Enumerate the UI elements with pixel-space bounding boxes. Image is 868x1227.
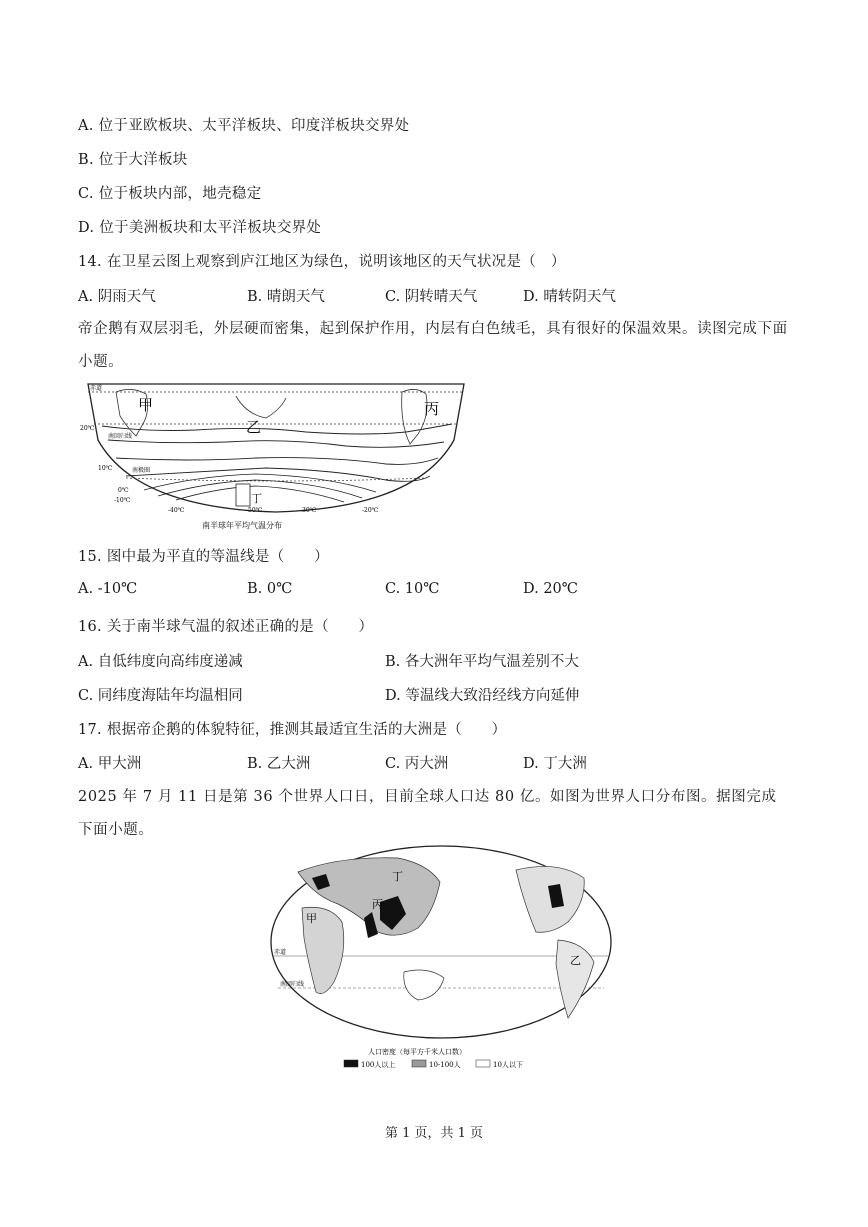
map-label-jia: 甲 [306,912,317,925]
isotherm-minus10-label: -10℃ [114,497,131,504]
legend-swatch-low [476,1060,490,1067]
q14-option-c: C. 阴转晴天气 [385,289,478,305]
q17-option-b: B. 乙大洲 [247,756,311,772]
polar-circle-label: 南极圈 [132,467,151,474]
q13-option-a: A. 位于亚欧板块、太平洋板块、印度洋板块交界处 [78,118,410,134]
isotherm-minus20-label: -20℃ [362,507,379,514]
map-equator-label: 赤道 [274,949,287,956]
q16-option-d: D. 等温线大致沿经线方向延伸 [385,688,580,704]
q16-option-c: C. 同纬度海陆年均温相同 [78,688,243,704]
continent-ding-label: 丁 [251,492,262,505]
legend-item-medium: 10-100人 [429,1061,461,1069]
q13-option-d: D. 位于美洲板块和太平洋板块交界处 [78,220,322,236]
world-population-map [268,842,614,1092]
q16-stem: 16. 关于南半球气温的叙述正确的是（ ） [78,619,374,635]
legend-item-high: 100人以上 [361,1061,396,1069]
passage-population: 2025 年 7 月 11 日是第 36 个世界人口日，目前全球人口达 80 亿。如图为世界人口分布图。据图完成下面小题。 [78,789,777,838]
southern-hemisphere-temperature-map [80,380,466,532]
isotherm-minus40-label: -40℃ [168,507,185,514]
q13-option-c: C. 位于板块内部，地壳稳定 [78,186,262,202]
q15-option-c: C. 10℃ [385,581,440,597]
map-label-bing: 丙 [372,898,383,911]
map-label-yi: 乙 [570,954,581,967]
q17-option-c: C. 丙大洲 [385,756,449,772]
q17-stem: 17. 根据帝企鹅的体貌特征，推测其最适宜生活的大洲是（ ） [78,722,507,738]
q13-option-b: B. 位于大洋板块 [78,152,188,168]
continent-jia-label: 甲 [138,396,154,414]
continent-bing-label: 丙 [424,400,440,418]
figure1-caption: 南半球年平均气温分布 [202,521,282,530]
legend-swatch-medium [412,1060,426,1067]
map-tropic-label: 南回归线 [280,981,305,988]
isotherm-20-label: 20℃ [80,425,95,432]
q15-option-b: B. 0℃ [247,581,293,597]
q15-stem: 15. 图中最为平直的等温线是（ ） [78,549,329,565]
legend-swatch-high [344,1060,358,1067]
q17-option-d: D. 丁大洲 [523,756,587,772]
q16-option-b: B. 各大洲年平均气温差别不大 [385,654,579,670]
q15-option-d: D. 20℃ [523,581,578,597]
isotherm-minus30-label: -30℃ [300,507,317,514]
q17-option-a: A. 甲大洲 [78,756,142,772]
q14-option-d: D. 晴转阴天气 [523,289,616,305]
q14-stem: 14. 在卫星云图上观察到庐江地区为绿色，说明该地区的天气状况是（ ） [78,254,566,270]
q16-option-a: A. 自低纬度向高纬度递减 [78,654,243,670]
q14-option-b: B. 晴朗天气 [247,289,325,305]
legend-title: 人口密度（每平方千米人口数） [368,1048,466,1056]
isotherm-0-label: 0℃ [118,487,129,494]
equator-label: 赤道 [90,385,103,392]
isotherm-minus50-label: -50℃ [246,507,263,514]
continent-yi-label: 乙 [246,418,262,436]
legend-item-low: 10人以下 [493,1061,523,1069]
q15-option-a: A. -10℃ [78,581,138,597]
q14-option-a: A. 阴雨天气 [78,289,156,305]
isotherm-10-label: 10℃ [98,465,113,472]
passage-penguin: 帝企鹅有双层羽毛，外层硬而密集，起到保护作用，内层有白色绒毛，具有很好的保温效果。读图完成下面小题。 [78,321,788,370]
tropic-label: 南回归线 [108,433,133,440]
page-footer: 第 1 页，共 1 页 [384,1126,484,1141]
map-label-ding: 丁 [392,870,403,883]
